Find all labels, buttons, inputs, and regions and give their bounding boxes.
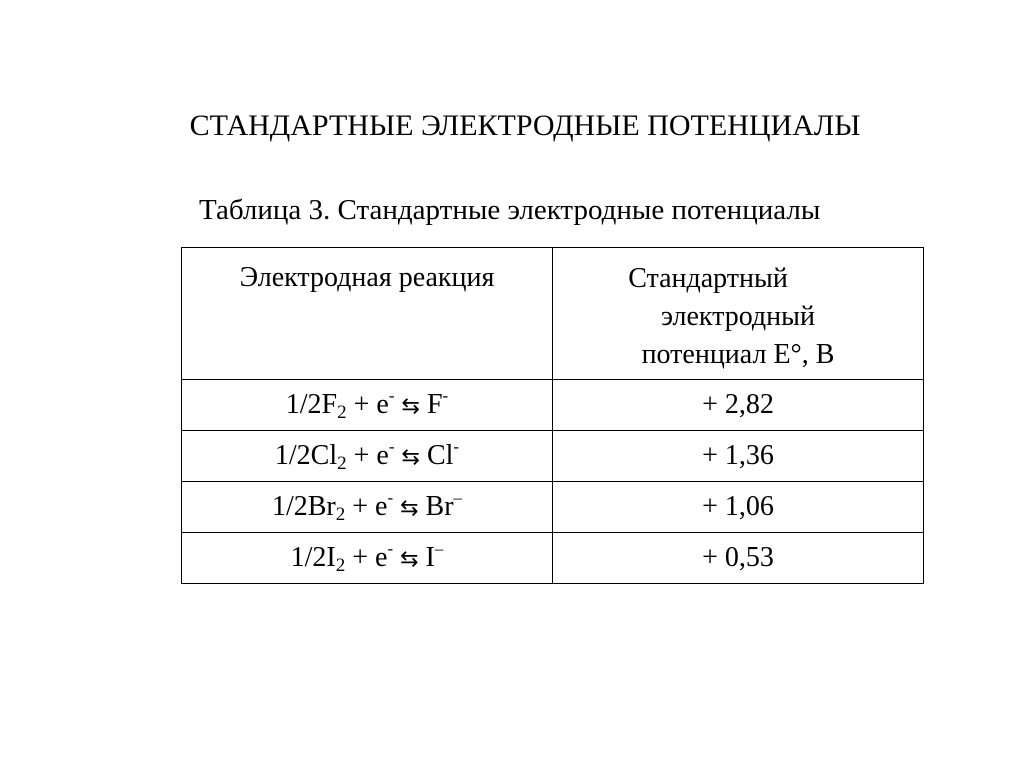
- header-potential-line-1: Стандартный: [628, 263, 788, 294]
- reaction-cell: [182, 533, 553, 584]
- potential-cell: + 0,53: [553, 533, 924, 584]
- header-potential-cell: [553, 248, 924, 380]
- table-caption: Таблица 3. Стандартные электродные потенциалы: [199, 194, 821, 226]
- electrode-potentials-table: [181, 247, 924, 584]
- table-row: [182, 533, 924, 584]
- reaction-cell: [182, 482, 553, 533]
- header-reaction: Электродная реакция: [239, 262, 495, 293]
- potential-cell: + 1,06: [553, 482, 924, 533]
- reaction-equation: $1/2F_2 + e^-$ ⇆ F-: [285, 386, 449, 423]
- equilibrium-arrow-icon: ⇆: [401, 394, 420, 419]
- reaction-equation: $1/2I_2 + e^-$ ⇆ I–: [290, 539, 444, 576]
- equilibrium-arrow-icon: ⇆: [401, 445, 420, 470]
- potential-cell: + 1,36: [553, 431, 924, 482]
- slide-title: СТАНДАРТНЫЕ ЭЛЕКТРОДНЫЕ ПОТЕНЦИАЛЫ: [189, 109, 861, 142]
- header-potential-line-2: электродный: [661, 301, 815, 332]
- reaction-cell: [182, 431, 553, 482]
- equilibrium-arrow-icon: ⇆: [400, 496, 419, 521]
- table-row: [182, 380, 924, 431]
- equilibrium-arrow-icon: ⇆: [400, 547, 419, 572]
- table-header-row: [182, 248, 924, 380]
- potential-cell: + 2,82: [553, 380, 924, 431]
- reaction-cell: [182, 380, 553, 431]
- table-row: [182, 431, 924, 482]
- reaction-equation: $1/2Br_2 + e^-$ ⇆ Br–: [271, 488, 463, 525]
- header-potential: [553, 248, 923, 374]
- header-potential-line-3: потенциал E°, В: [641, 339, 835, 370]
- table-row: [182, 482, 924, 533]
- reaction-equation: $1/2Cl_2 + e^-$ ⇆ Cl-: [274, 437, 460, 474]
